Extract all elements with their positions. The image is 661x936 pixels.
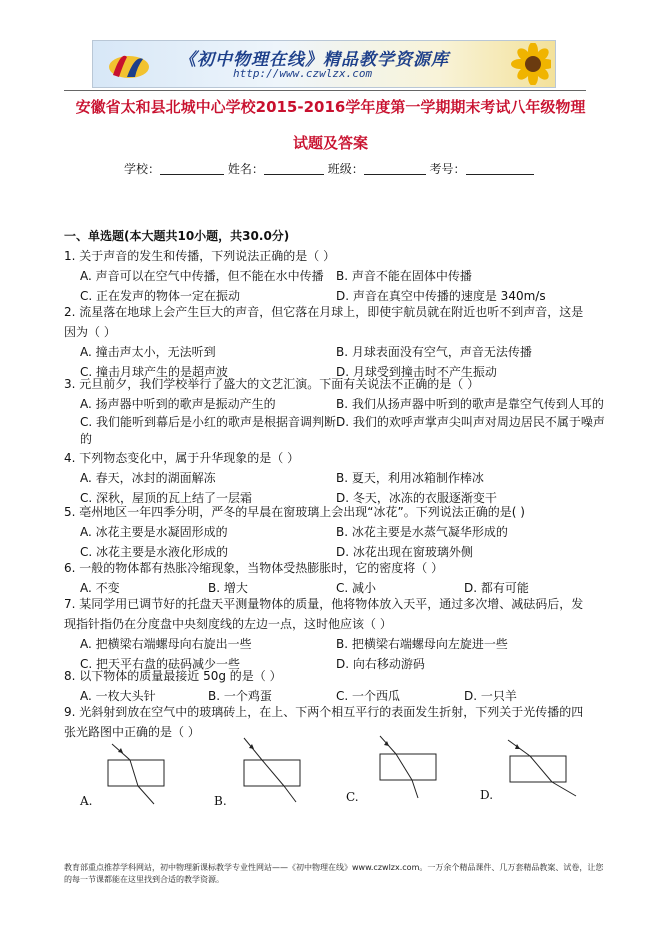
option-d[interactable]: D. 都有可能	[464, 581, 529, 595]
option-a[interactable]: A. 声音可以在空气中传播，但不能在水中传播	[80, 269, 324, 283]
option-a[interactable]: A. 不变	[80, 581, 120, 595]
option-a[interactable]: A. 撞击声太小，无法听到	[80, 345, 216, 359]
question-1	[64, 246, 594, 306]
section-heading: 一、单选题(本大题共10小题，共30.0分)	[64, 229, 290, 243]
diagram-a	[96, 738, 176, 808]
question-stem: 6. 一般的物体都有热胀冷缩现象，当物体受热膨胀时，它的密度将（ ）	[64, 561, 444, 575]
option-b[interactable]: B. 一个鸡蛋	[208, 689, 272, 703]
diagram-c-label[interactable]: C.	[346, 790, 359, 804]
option-b[interactable]: B. 月球表面没有空气，声音无法传播	[336, 345, 532, 359]
document-subtitle: 试题及答案	[292, 134, 368, 152]
option-c[interactable]: C. 我们能听到幕后是小红的歌声是根据音调判断的	[80, 415, 337, 446]
class-label: 班级：	[327, 162, 364, 176]
option-d[interactable]: D. 向右移动游码	[336, 657, 425, 671]
exam-number-field[interactable]	[466, 162, 534, 175]
question-3	[64, 374, 605, 448]
exam-number-label: 考号：	[429, 162, 466, 176]
question-stem: 4. 下列物态变化中，属于升华现象的是（ ）	[64, 451, 300, 465]
light-path-diagrams	[76, 738, 596, 818]
diagram-d-label[interactable]: D.	[480, 788, 494, 802]
diagram-a-label[interactable]: A.	[80, 794, 93, 808]
question-2	[64, 302, 594, 382]
sunflower-icon	[503, 43, 551, 85]
question-4	[64, 448, 594, 508]
diagram-b	[232, 734, 312, 804]
question-7	[64, 594, 594, 674]
page-footer: 教育部重点推荐学科网站，初中物理新课标教学专业性网站——《初中物理在线》www.czwlzx.com。一万余个精品课件、几万套精品教案、试卷，让您的每一节课都能在这里找到合适的教学资源。	[64, 863, 604, 884]
option-d[interactable]: D. 冰花出现在窗玻璃外侧	[336, 545, 473, 559]
banner-title: 《初中物理在线》精品教学资源库	[179, 50, 449, 70]
header-divider	[64, 90, 586, 91]
option-b[interactable]: B. 夏天，利用冰箱制作棒冰	[336, 471, 484, 485]
option-d[interactable]: D. 一只羊	[464, 689, 517, 703]
question-stem: 3. 元旦前夕，我们学校举行了盛大的文艺汇演。下面有关说法不正确的是（ ）	[64, 377, 480, 391]
option-d[interactable]: D. 月球受到撞击时不产生振动	[336, 365, 497, 379]
name-field[interactable]	[264, 162, 324, 175]
banner-url: http://www.czwlzx.com	[233, 67, 373, 80]
option-c[interactable]: C. 撞击月球产生的是超声波	[80, 365, 229, 379]
option-b[interactable]: B. 我们从扬声器中听到的歌声是靠空气传到人耳的	[336, 397, 604, 411]
question-8	[64, 666, 594, 706]
option-c[interactable]: C. 正在发声的物体一定在振动	[80, 289, 241, 303]
option-b[interactable]: B. 把横梁右端螺母向左旋进一些	[336, 637, 508, 651]
question-stem: 8. 以下物体的质量最接近 50g 的是（ ）	[64, 669, 282, 683]
option-c[interactable]: C. 一个西瓜	[336, 689, 401, 703]
diagram-c	[366, 732, 446, 802]
option-a[interactable]: A. 把横梁右端螺母向右旋出一些	[80, 637, 252, 651]
option-c[interactable]: C. 减小	[336, 581, 377, 595]
option-a[interactable]: A. 扬声器中听到的歌声是振动产生的	[80, 397, 276, 411]
question-stem: 7. 某同学用已调节好的托盘天平测量物体的质量，他将物体放入天平，通过多次增、减砝码后，发现指针指仍在分度盘中央刻度线的左边一点，这时他应该（ ）	[64, 597, 584, 631]
option-d[interactable]: D. 声音在真空中传播的速度是 340m/s	[336, 289, 546, 303]
question-5	[64, 502, 594, 562]
school-field[interactable]	[160, 162, 224, 175]
option-b[interactable]: B. 声音不能在固体中传播	[336, 269, 472, 283]
question-stem: 1. 关于声音的发生和传播，下列说法正确的是（ ）	[64, 249, 336, 263]
option-c[interactable]: C. 把天平右盘的砝码减少一些	[80, 657, 241, 671]
site-banner	[92, 40, 556, 88]
name-label: 姓名：	[227, 162, 264, 176]
option-d[interactable]: D. 我们的欢呼声掌声尖叫声对周边居民不属于噪声	[336, 415, 605, 429]
student-info-line	[124, 160, 534, 177]
class-field[interactable]	[364, 162, 426, 175]
question-stem: 5. 亳州地区一年四季分明，严冬的早晨在窗玻璃上会出现“冰花”。下列说法正确的是( )	[64, 505, 525, 519]
option-c[interactable]: C. 冰花主要是水液化形成的	[80, 545, 229, 559]
question-stem: 9. 光斜射到放在空气中的玻璃砖上，在上、下两个相互平行的表面发生折射，下列关于光传播的四张光路图中正确的是（ ）	[64, 705, 584, 739]
option-a[interactable]: A. 一枚大头针	[80, 689, 156, 703]
question-stem: 2. 流星落在地球上会产生巨大的声音，但它落在月球上，即使宇航员就在附近也听不到声音，这是因为（ ）	[64, 305, 584, 339]
document-title: 安徽省太和县北城中心学校2015-2016学年度第一学期期末考试八年级物理	[75, 98, 586, 116]
question-6	[64, 558, 594, 598]
option-b[interactable]: B. 冰花主要是水蒸气凝华形成的	[336, 525, 508, 539]
option-a[interactable]: A. 春天，冰封的湖面解冻	[80, 471, 216, 485]
diagram-d	[500, 732, 580, 802]
site-logo-icon	[107, 47, 151, 81]
option-d[interactable]: D. 冬天，冰冻的衣服逐渐变干	[336, 491, 497, 505]
option-b[interactable]: B. 增大	[208, 581, 248, 595]
option-a[interactable]: A. 冰花主要是水凝固形成的	[80, 525, 228, 539]
diagram-b-label[interactable]: B.	[214, 794, 227, 808]
option-c[interactable]: C. 深秋，屋顶的瓦上结了一层霜	[80, 491, 253, 505]
school-label: 学校：	[124, 162, 161, 176]
